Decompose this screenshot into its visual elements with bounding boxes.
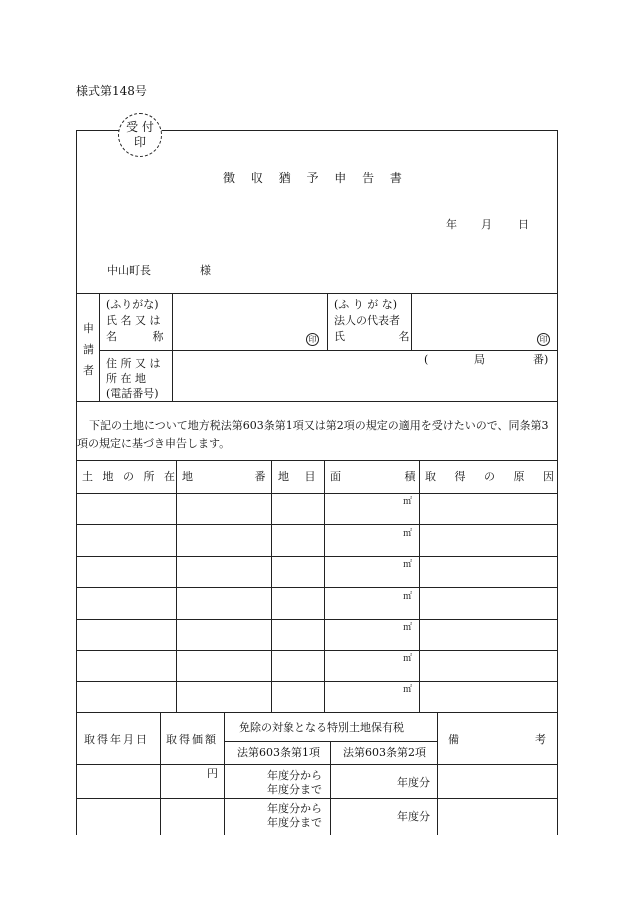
acq-header-bottom bbox=[76, 764, 558, 765]
land-row-line bbox=[76, 681, 558, 682]
area-unit: ㎡ bbox=[403, 560, 413, 570]
applicant-label-divider bbox=[172, 293, 173, 401]
acq-col-line bbox=[224, 712, 225, 835]
acq-subheader-art2: 法第603条第2項 bbox=[343, 746, 426, 759]
land-row-line bbox=[76, 493, 558, 494]
form-number: 様式第148号 bbox=[76, 84, 147, 98]
land-col-line bbox=[271, 460, 272, 712]
stamp-line2: 印 bbox=[133, 135, 146, 149]
frame-left-border bbox=[76, 130, 77, 835]
phone-paren-open: ( bbox=[424, 353, 429, 366]
rep-label-furigana: (ふ り が な) bbox=[334, 298, 398, 311]
applicant-rep-right-divider bbox=[411, 293, 412, 350]
land-col-line bbox=[176, 460, 177, 712]
applicant-side-label-1: 申 bbox=[83, 322, 94, 335]
acq-header-remarks-1: 備 bbox=[448, 733, 459, 746]
acq-col-line bbox=[160, 712, 161, 835]
land-row-line bbox=[76, 556, 558, 557]
to-text: 年度分まで bbox=[267, 816, 322, 829]
addressee-name: 中山町長 bbox=[107, 264, 151, 277]
land-header-lot: 地 番 bbox=[182, 470, 266, 483]
acq-header-exempt: 免除の対象となる特別土地保有税 bbox=[239, 721, 404, 734]
area-unit: ㎡ bbox=[403, 592, 413, 602]
land-table-top bbox=[76, 460, 558, 461]
land-header-cause: 取 得 の 原 因 bbox=[425, 470, 554, 483]
land-header-category: 地 目 bbox=[278, 470, 316, 483]
name-seal-icon: 印 bbox=[306, 333, 319, 346]
land-row-line bbox=[76, 619, 558, 620]
rep-seal-icon: 印 bbox=[537, 333, 550, 346]
from-text: 年度分から bbox=[267, 802, 322, 815]
applicant-top-line bbox=[76, 293, 558, 294]
year-portion: 年度分 bbox=[397, 776, 430, 789]
address-label-2: 所 在 地 bbox=[106, 372, 146, 385]
land-row-line bbox=[76, 587, 558, 588]
statement-text: 下記の土地について地方税法第603条第1項又は第2項の規定の適用を受けたいので、同条第3項の規定に基づき申告します。 bbox=[77, 419, 549, 450]
acq-row-line bbox=[76, 798, 558, 799]
area-unit: ㎡ bbox=[403, 497, 413, 507]
acq-header-date: 取得年月日 bbox=[84, 733, 149, 746]
acq-col-line bbox=[437, 712, 438, 835]
name-label-furigana: (ふりがな) bbox=[106, 298, 159, 311]
address-label-1: 住 所 又 は bbox=[106, 357, 161, 370]
land-col-line bbox=[324, 460, 325, 712]
address-label-3: (電話番号) bbox=[106, 387, 159, 400]
land-header-area: 面 積 bbox=[330, 470, 416, 483]
applicant-side-label-3: 者 bbox=[83, 364, 94, 377]
area-unit: ㎡ bbox=[403, 529, 413, 539]
name-label-name: 氏 名 又 は bbox=[106, 314, 161, 327]
date-day: 日 bbox=[518, 218, 529, 231]
area-unit: ㎡ bbox=[403, 654, 413, 664]
addressee-honorific: 様 bbox=[200, 264, 211, 277]
date-month: 月 bbox=[481, 218, 492, 231]
land-row-line bbox=[76, 524, 558, 525]
area-unit: ㎡ bbox=[403, 685, 413, 695]
phone-bureau: 局 bbox=[474, 353, 485, 366]
phone-number: 番) bbox=[533, 353, 549, 366]
frame-right-border bbox=[557, 130, 558, 835]
from-text: 年度分から bbox=[267, 769, 322, 782]
land-col-line bbox=[419, 460, 420, 712]
land-header-location: 土 地 の 所 在 bbox=[82, 470, 178, 483]
rep-label-title: 法人の代表者 bbox=[334, 314, 400, 327]
applicant-side-label-2: 請 bbox=[83, 343, 94, 356]
applicant-bottom-line bbox=[76, 401, 558, 402]
date-year: 年 bbox=[446, 218, 457, 231]
form-title: 徴 収 猶 予 申 告 書 bbox=[223, 171, 408, 185]
acq-header-price: 取得価額 bbox=[166, 733, 218, 746]
land-row-line bbox=[76, 712, 558, 713]
name-label-title bbox=[106, 330, 165, 343]
name-label-title-text: 名 称 bbox=[106, 330, 164, 343]
stamp-line1: 受 付 bbox=[126, 120, 154, 134]
year-portion: 年度分 bbox=[397, 810, 430, 823]
acq-subheader-art1: 法第603条第1項 bbox=[237, 746, 320, 759]
acq-header-remarks-2: 考 bbox=[535, 733, 546, 746]
acq-col-line bbox=[330, 741, 331, 835]
applicant-rep-left-divider bbox=[327, 293, 328, 350]
applicant-mid-line bbox=[99, 350, 558, 351]
rep-label-name: 氏 名 bbox=[334, 330, 410, 343]
applicant-side-divider bbox=[99, 293, 100, 401]
land-row-line bbox=[76, 650, 558, 651]
yen-unit: 円 bbox=[207, 767, 218, 780]
to-text: 年度分まで bbox=[267, 783, 322, 796]
area-unit: ㎡ bbox=[403, 623, 413, 633]
reception-stamp bbox=[118, 113, 162, 157]
